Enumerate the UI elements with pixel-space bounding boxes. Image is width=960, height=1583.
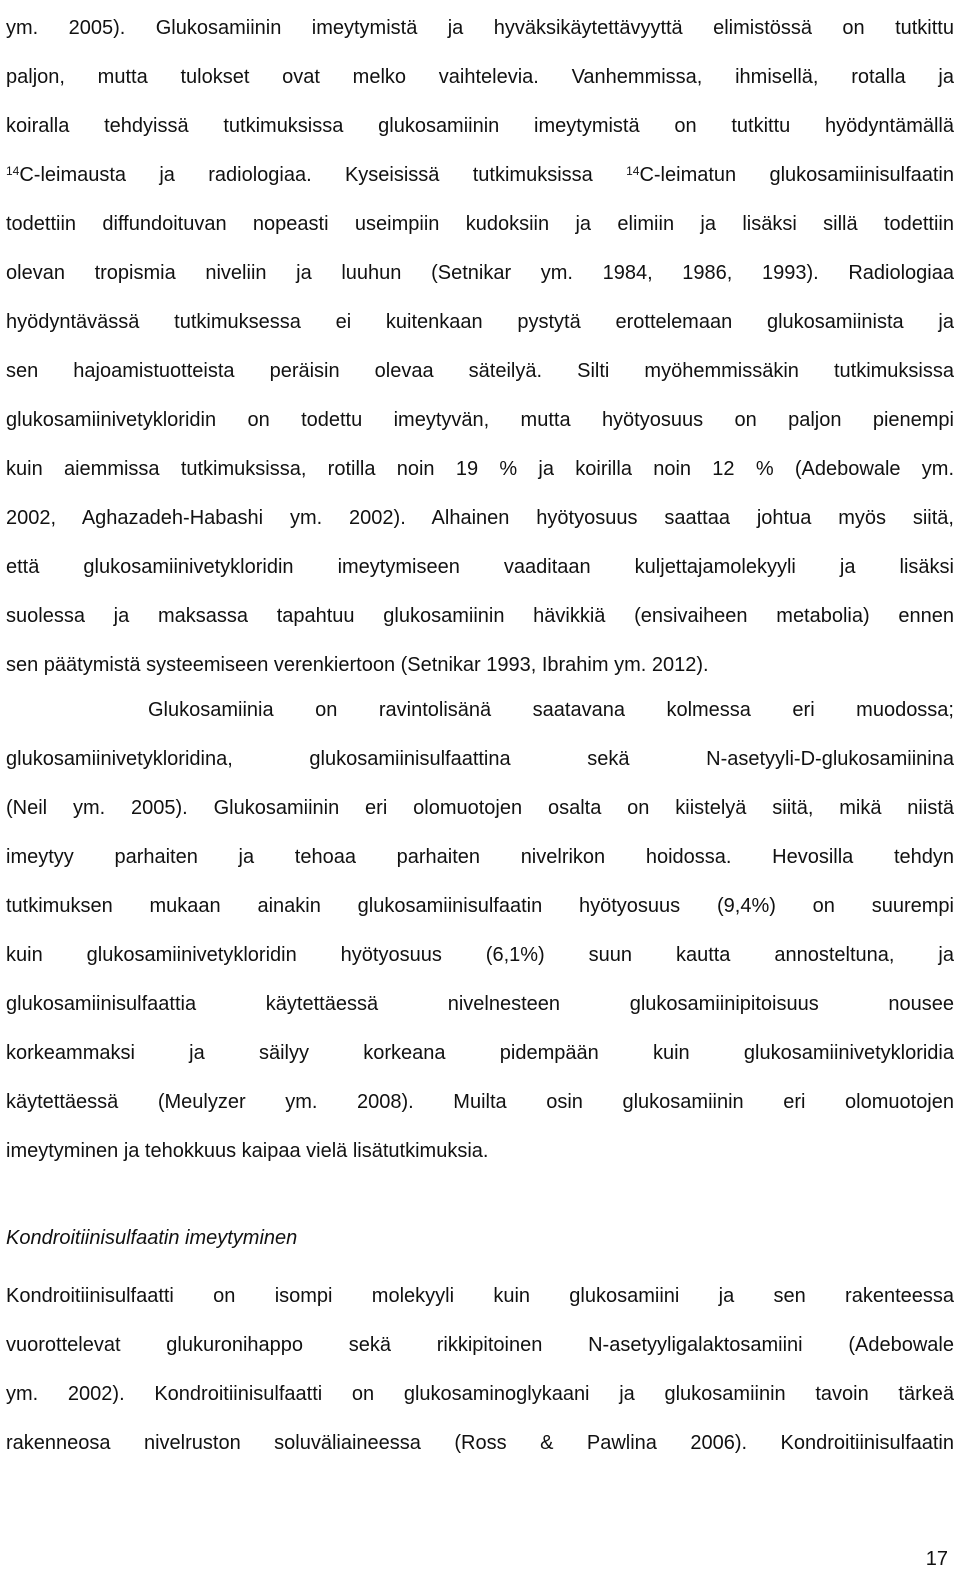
text-line: 2002, Aghazadeh-Habashi ym. 2002). Alhainen hyötyosuus saattaa johtua myös siitä,	[6, 507, 954, 529]
text-line: hyödyntävässä tutkimuksessa ei kuitenkaan pystytä erottelemaan glukosamiinista ja	[6, 311, 954, 333]
paragraph-chondroitin-sulfate	[6, 1272, 954, 1468]
text-line: kuin glukosamiinivetykloridin hyötyosuus (6,1%) suun kautta annosteltuna, ja	[6, 944, 954, 966]
text-line: imeytyy parhaiten ja tehoaa parhaiten nivelrikon hoidossa. Hevosilla tehdyn	[6, 846, 954, 868]
text-line: sen päätymistä systeemiseen verenkiertoon (Setnikar 1993, Ibrahim ym. 2012).	[6, 654, 709, 676]
text-line: (Neil ym. 2005). Glukosamiinin eri olomuotojen osalta on kiistelyä siitä, mikä niistä	[6, 797, 954, 819]
paragraph-glucosamine-absorption	[6, 4, 954, 690]
text-line: suolessa ja maksassa tapahtuu glukosamiinin hävikkiä (ensivaiheen metabolia) ennen	[6, 605, 954, 627]
text-line: Kondroitiinisulfaatti on isompi molekyyli kuin glukosamiini ja sen rakenteessa	[6, 1285, 954, 1307]
paragraph-glucosamine-forms	[6, 686, 954, 1176]
text-line: tutkimuksen mukaan ainakin glukosamiinisulfaatin hyötyosuus (9,4%) on suurempi	[6, 895, 954, 917]
text-fragment: C-leimatun glukosamiinisulfaatin	[639, 164, 954, 186]
text-line	[6, 151, 954, 200]
text-line: paljon, mutta tulokset ovat melko vaihtelevia. Vanhemmissa, ihmisellä, rotalla ja	[6, 66, 954, 88]
text-line: sen hajoamistuotteista peräisin olevaa säteilyä. Silti myöhemmissäkin tutkimuksissa	[6, 360, 954, 382]
text-line: olevan tropismia niveliin ja luuhun (Setnikar ym. 1984, 1986, 1993). Radiologiaa	[6, 262, 954, 284]
page-number: 17	[925, 1548, 948, 1570]
text-fragment: C-leimausta ja radiologiaa. Kyseisissä tutkimuksissa	[19, 164, 627, 186]
isotope-superscript: 14	[6, 164, 20, 178]
text-line: käytettäessä (Meulyzer ym. 2008). Muilta osin glukosamiinin eri olomuotojen	[6, 1091, 954, 1113]
text-line: todettiin diffundoituvan nopeasti useimpiin kudoksiin ja elimiin ja lisäksi sillä todettiin	[6, 213, 954, 235]
text-line: imeytyminen ja tehokkuus kaipaa vielä lisätutkimuksia.	[6, 1140, 489, 1162]
text-line: glukosamiinivetykloridina, glukosamiinisulfaattina sekä N-asetyyli-D-glukosamiinina	[6, 748, 954, 770]
text-line: glukosamiinisulfaattia käytettäessä nivelnesteen glukosamiinipitoisuus nousee	[6, 993, 954, 1015]
text-line: korkeammaksi ja säilyy korkeana pidempään kuin glukosamiinivetykloridia	[6, 1042, 954, 1064]
text-line: kuin aiemmissa tutkimuksissa, rotilla noin 19 % ja koirilla noin 12 % (Adebowale ym.	[6, 458, 954, 480]
text-line: vuorottelevat glukuronihappo sekä rikkipitoinen N-asetyyligalaktosamiini (Adebowale	[6, 1334, 954, 1356]
text-line: Glukosamiinia on ravintolisänä saatavana kolmessa eri muodossa;	[148, 699, 954, 721]
text-line: koiralla tehdyissä tutkimuksissa glukosamiinin imeytymistä on tutkittu hyödyntämällä	[6, 115, 954, 137]
text-line: ym. 2002). Kondroitiinisulfaatti on glukosaminoglykaani ja glukosamiinin tavoin tärkeä	[6, 1383, 954, 1405]
text-line: rakenneosa nivelruston soluväliaineessa (Ross & Pawlina 2006). Kondroitiinisulfaatin	[6, 1432, 954, 1454]
text-line: ym. 2005). Glukosamiinin imeytymistä ja hyväksikäytettävyyttä elimistössä on tutkittu	[6, 17, 954, 39]
isotope-superscript: 14	[626, 164, 640, 178]
text-line: glukosamiinivetykloridin on todettu imeytyvän, mutta hyötyosuus on paljon pienempi	[6, 409, 954, 431]
text-line: että glukosamiinivetykloridin imeytymiseen vaaditaan kuljettajamolekyyli ja lisäksi	[6, 556, 954, 578]
section-heading: Kondroitiinisulfaatin imeytyminen	[6, 1227, 298, 1249]
